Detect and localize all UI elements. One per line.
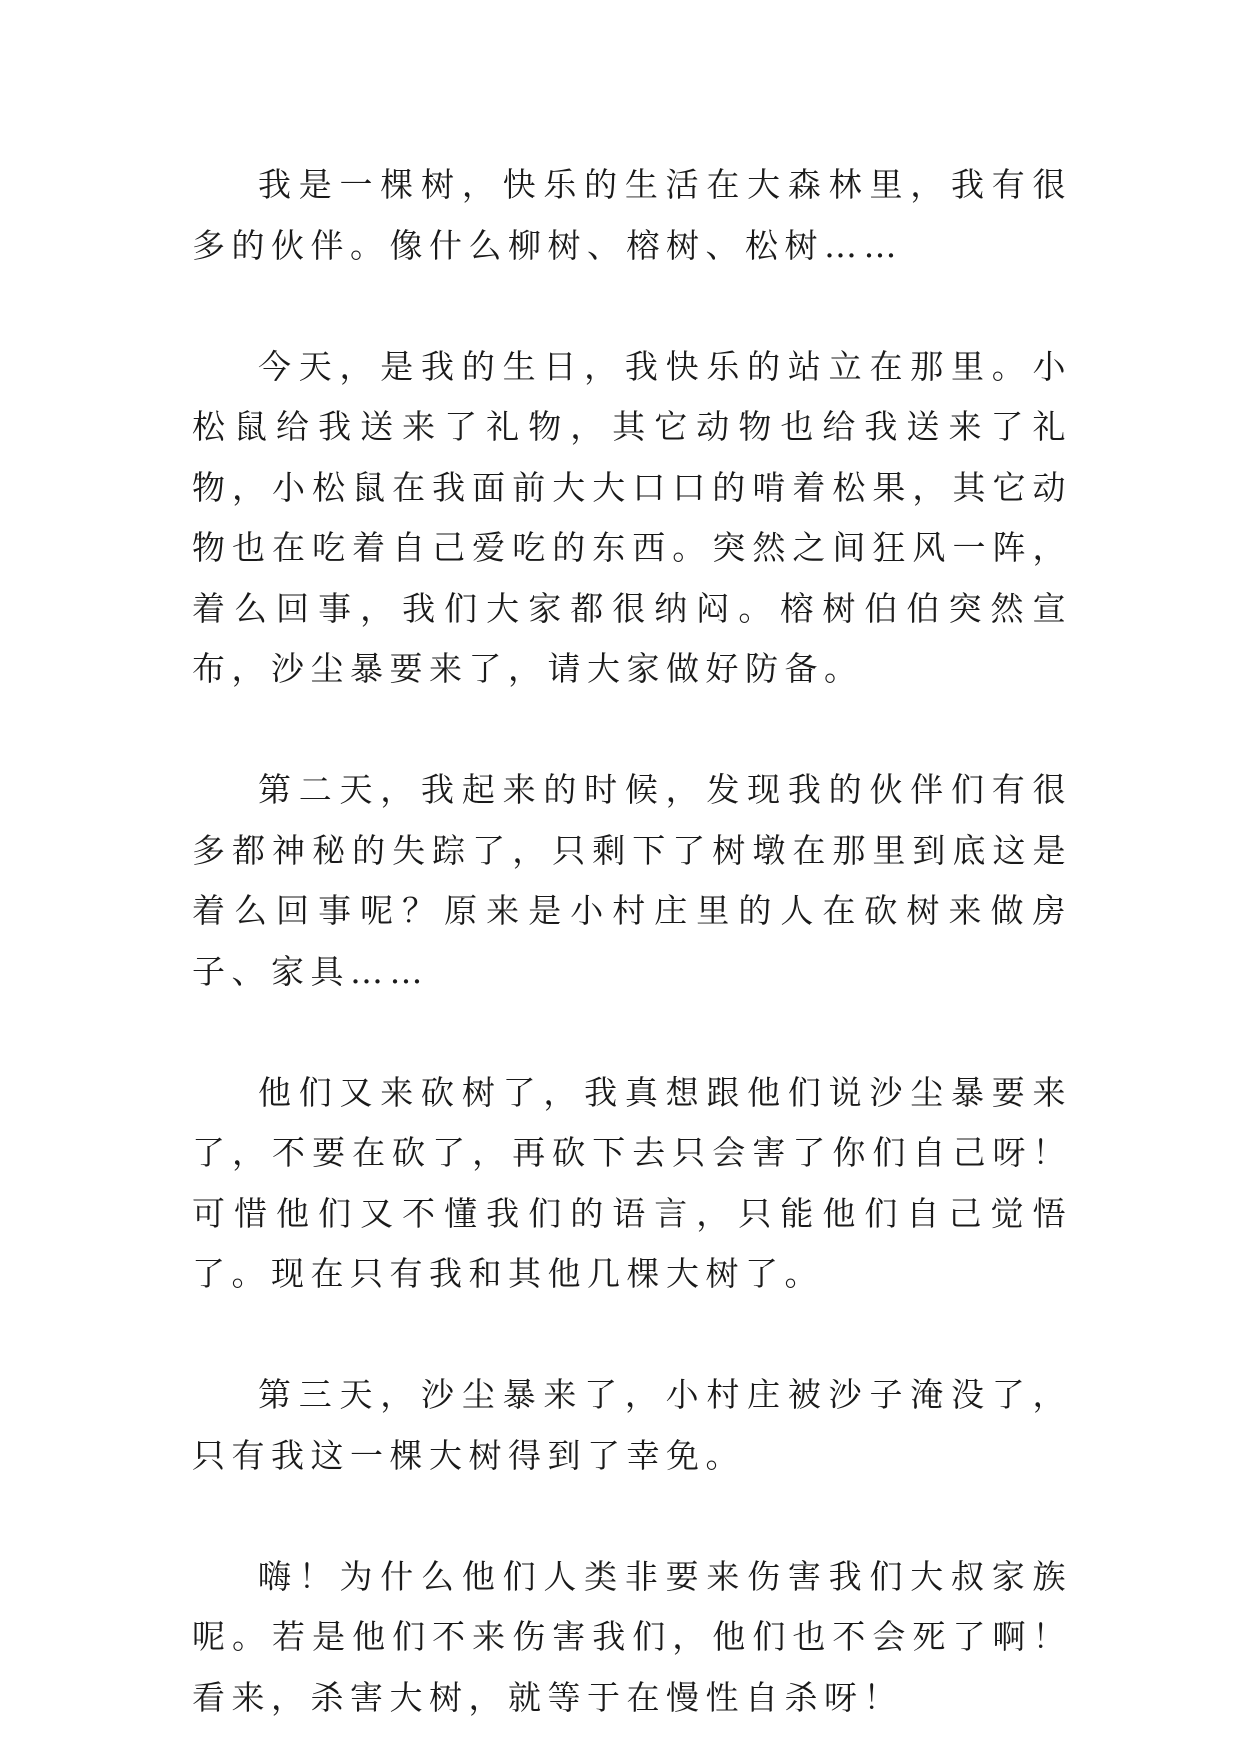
document-body	[192, 155, 1072, 1728]
paragraph: 他们又来砍树了，我真想跟他们说沙尘暴要来了，不要在砍了，再砍下去只会害了你们自己呀！可惜他们又不懂我们的语言，只能他们自己觉悟了。现在只有我和其他几棵大树了。	[192, 1072, 1072, 1293]
paragraph: 第三天，沙尘暴来了，小村庄被沙子淹没了，只有我这一棵大树得到了幸免。	[192, 1375, 1072, 1475]
paragraph: 我是一棵树，快乐的生活在大森林里，我有很多的伙伴。像什么柳树、榕树、松树……	[192, 165, 1072, 265]
paragraph: 嗨！为什么他们人类非要来伤害我们大叔家族呢。若是他们不来伤害我们，他们也不会死了啊！看来，杀害大树，就等于在慢性自杀呀！	[192, 1556, 1072, 1717]
paragraph: 第二天，我起来的时候，发现我的伙伴们有很多都神秘的失踪了，只剩下了树墩在那里到底这是着么回事呢？原来是小村庄里的人在砍树来做房子、家具……	[192, 770, 1072, 991]
paragraph: 今天，是我的生日，我快乐的站立在那里。小松鼠给我送来了礼物，其它动物也给我送来了礼物，小松鼠在我面前大大口口的啃着松果，其它动物也在吃着自己爱吃的东西。突然之间狂风一阵，着么回事，我们大家都很纳闷。榕树伯伯突然宣布，沙尘暴要来了，请大家做好防备。	[192, 346, 1072, 688]
